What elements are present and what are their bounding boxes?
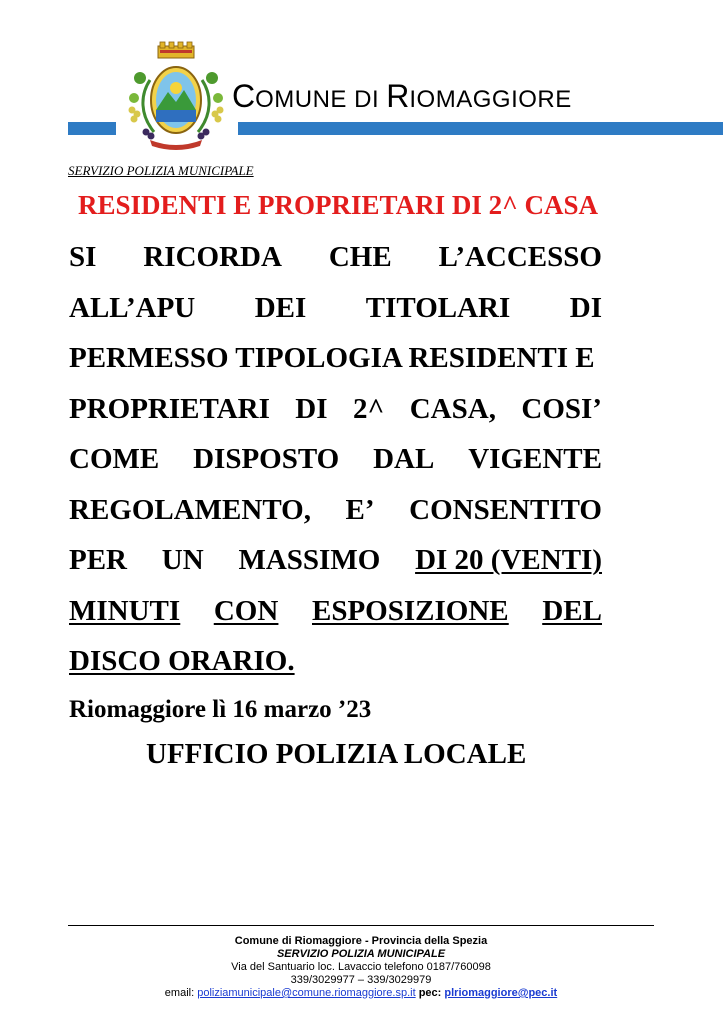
notice-line: DISCO ORARIO.	[69, 645, 295, 677]
footer-divider	[68, 925, 654, 926]
header-bar-right	[238, 122, 723, 135]
municipality-title: COMUNE DI RIOMAGGIORE	[232, 78, 572, 114]
office-signature: UFFICIO POLIZIA LOCALE	[146, 738, 527, 770]
pec-link[interactable]: plriomaggiore@pec.it	[444, 987, 558, 999]
date-line: Riomaggiore lì 16 marzo ’23	[69, 696, 372, 723]
header-bar-left	[68, 122, 116, 135]
service-label: SERVIZIO POLIZIA MUNICIPALE	[68, 163, 254, 178]
email-label: email:	[164, 987, 195, 999]
footer-service: SERVIZIO POLIZIA MUNICIPALE	[276, 948, 446, 960]
footer-contacts	[68, 987, 654, 1000]
pec-label: pec:	[418, 987, 442, 999]
notice-line: REGOLAMENTO, E’ CONSENTITO	[69, 494, 602, 526]
coat-of-arms-icon	[120, 40, 232, 152]
footer-municipality: Comune di Riomaggiore - Provincia della Spezia	[234, 935, 488, 947]
notice-line: COME DISPOSTO DAL VIGENTE	[69, 443, 602, 475]
notice-line: PERMESSO TIPOLOGIA RESIDENTI E	[69, 342, 595, 374]
notice-line: MINUTI CON ESPOSIZIONE DEL	[69, 595, 602, 627]
notice-heading: RESIDENTI E PROPRIETARI DI 2^ CASA	[78, 190, 599, 220]
notice-line: ALL’APU DEI TITOLARI DI	[69, 292, 602, 324]
footer-address: Via del Santuario loc. Lavaccio telefono 0187/760098	[231, 961, 491, 973]
time-limit-text: DI 20 (VENTI)	[415, 544, 602, 576]
notice-line: PER UN MASSIMO DI 20 (VENTI)	[69, 544, 602, 576]
notice-line: SI RICORDA CHE L’ACCESSO	[69, 241, 602, 273]
notice-line: PROPRIETARI DI 2^ CASA, COSI’	[69, 393, 602, 425]
footer-phones: 339/3029977 – 339/3029979	[290, 974, 432, 986]
email-link[interactable]: poliziamunicipale@comune.riomaggiore.sp.it	[197, 987, 416, 999]
